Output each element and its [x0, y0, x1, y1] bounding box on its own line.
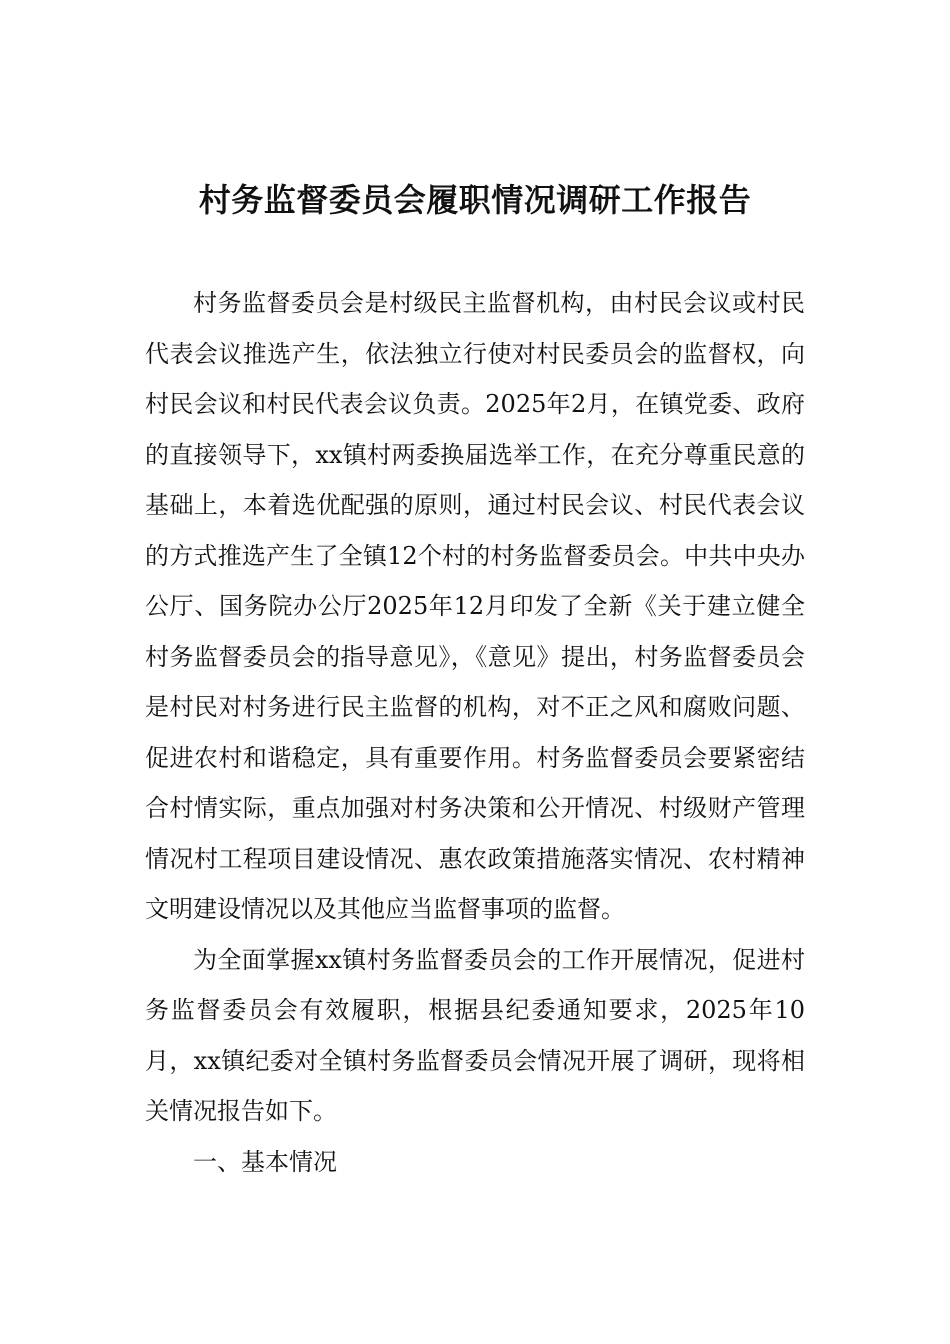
paragraph-intro: 村务监督委员会是村级民主监督机构，由村民会议或村民代表会议推选产生，依法独立行使对村民委员会的监督权，向村民会议和村民代表会议负责。2025年2月，在镇党委、政府的直接领导下，xx镇村两委换届选举工作，在充分尊重民意的基础上，本着选优配强的原则，通过村民会议、村民代表会议的方式推选产生了全镇12个村的村务监督委员会。中共中央办公厅、国务院办公厅2025年12月印发了全新《关于建立健全村务监督委员会的指导意见》，《意见》提出，村务监督委员会是村民对村务进行民主监督的机构，对不正之风和腐败问题、促进农村和谐稳定，具有重要作用。村务监督委员会要紧密结合村情实际，重点加强对村务决策和公开情况、村级财产管理情况村工程项目建设情况、惠农政策措施落实情况、农村精神文明建设情况以及其他应当监督事项的监督。 [145, 289, 805, 923]
paragraph-purpose: 为全面掌握xx镇村务监督委员会的工作开展情况，促进村务监督委员会有效履职，根据县纪委通知要求，2025年10月，xx镇纪委对全镇村务监督委员会情况开展了调研，现将相关情况报告如下。 [145, 945, 805, 1125]
document-body [145, 278, 805, 1187]
section-heading-basic-situation: 一、基本情况 [193, 1147, 337, 1176]
document-title: 村务监督委员会履职情况调研工作报告 [198, 181, 752, 219]
